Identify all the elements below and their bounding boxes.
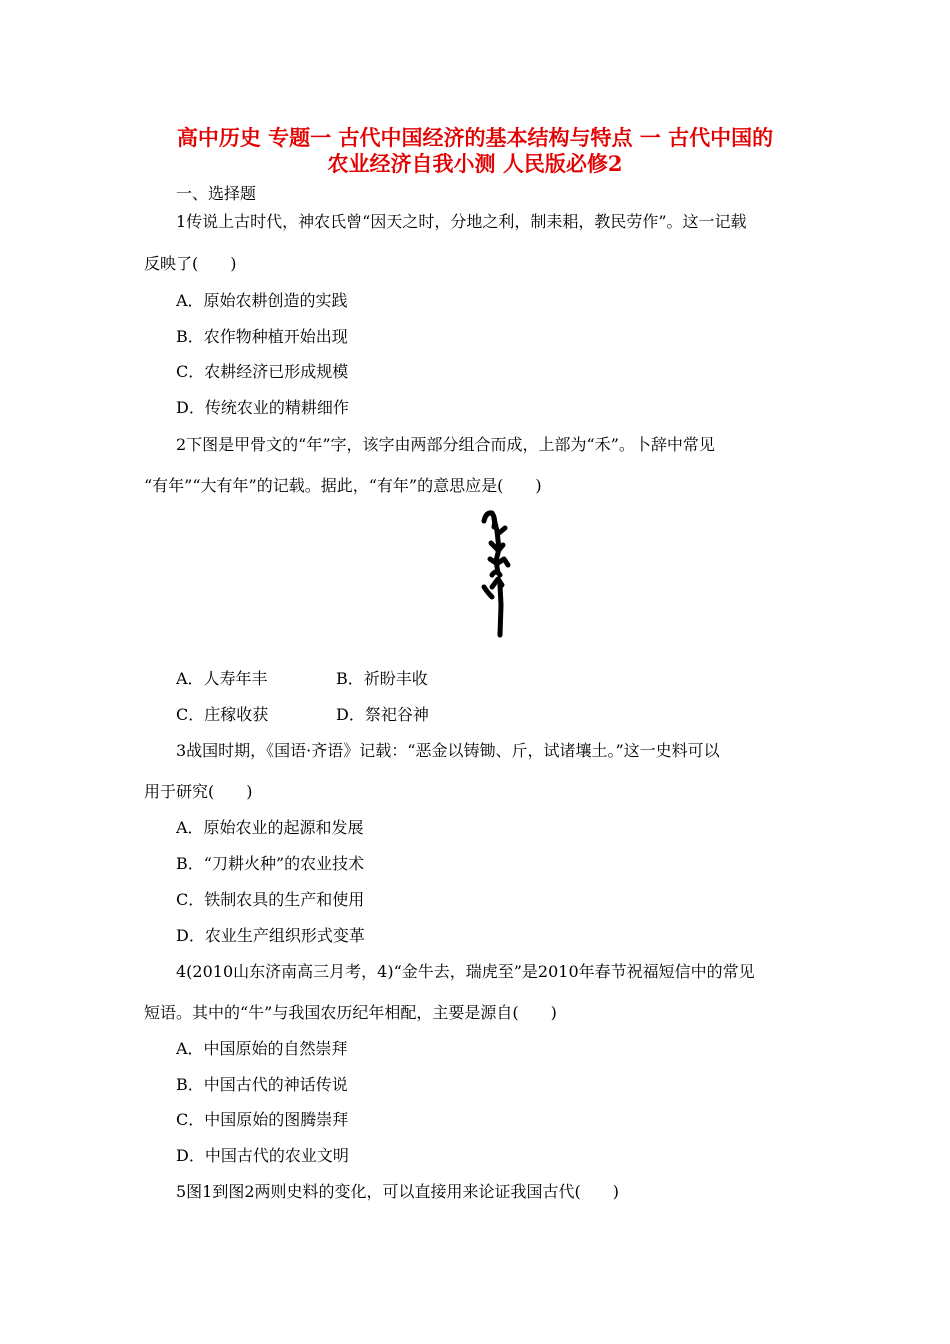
question-3-stem-line-2: 用于研究( ) xyxy=(144,782,253,801)
question-4-option-c: C．中国原始的图腾崇拜 xyxy=(176,1110,349,1129)
question-3-option-a: A．原始农业的起源和发展 xyxy=(176,818,364,837)
section-heading: 一、选择题 xyxy=(176,184,257,203)
question-2-option-c: C．庄稼收获 xyxy=(176,705,269,724)
question-4-option-b: B．中国古代的神话传说 xyxy=(176,1075,348,1094)
question-4-stem-line-2: 短语。其中的“牛”与我国农历纪年相配，主要是源自( ) xyxy=(144,1003,557,1022)
question-2-stem-line-2: “有年”“大有年”的记载。据此，“有年”的意思应是( ) xyxy=(144,476,542,495)
question-1-option-d: D．传统农业的精耕细作 xyxy=(176,398,349,417)
oracle-bone-nian-glyph-icon xyxy=(470,505,520,640)
question-3-option-c: C．铁制农具的生产和使用 xyxy=(176,890,365,909)
question-4-stem-line-1: 4(2010山东济南高三月考，4)“金牛去，瑞虎至”是2010年春节祝福短信中的常见 xyxy=(176,962,755,981)
question-2-option-b: B．祈盼丰收 xyxy=(336,669,428,688)
question-2-option-d: D．祭祀谷神 xyxy=(336,705,429,724)
question-1-option-a: A．原始农耕创造的实践 xyxy=(176,291,348,310)
question-1-stem-line-2: 反映了( ) xyxy=(144,254,237,273)
question-3-option-b: B．“刀耕火种”的农业技术 xyxy=(176,854,365,873)
page-title-line-2: 农业经济自我小测 人民版必修2 xyxy=(327,151,623,176)
question-2-option-a: A．人寿年丰 xyxy=(176,669,268,688)
question-2-stem-line-1: 2下图是甲骨文的“年”字，该字由两部分组合而成，上部为“禾”。卜辞中常见 xyxy=(176,435,715,454)
page-title-line-1: 高中历史 专题一 古代中国经济的基本结构与特点 一 古代中国的 xyxy=(176,125,774,150)
question-4-option-a: A．中国原始的自然崇拜 xyxy=(176,1039,348,1058)
question-3-stem-line-1: 3战国时期，《国语·齐语》记载：“恶金以铸锄、斤，试诸壤土。”这一史料可以 xyxy=(176,741,720,760)
question-1-option-c: C．农耕经济已形成规模 xyxy=(176,362,349,381)
question-1-stem-line-1: 1传说上古时代，神农氏曾“因天之时，分地之利，制耒耜，教民劳作”。这一记载 xyxy=(176,212,747,231)
question-1-option-b: B．农作物种植开始出现 xyxy=(176,327,348,346)
question-4-option-d: D．中国古代的农业文明 xyxy=(176,1146,349,1165)
question-3-option-d: D．农业生产组织形式变革 xyxy=(176,926,365,945)
question-5-stem-line-1: 5图1到图2两则史料的变化，可以直接用来论证我国古代( ) xyxy=(176,1182,620,1201)
